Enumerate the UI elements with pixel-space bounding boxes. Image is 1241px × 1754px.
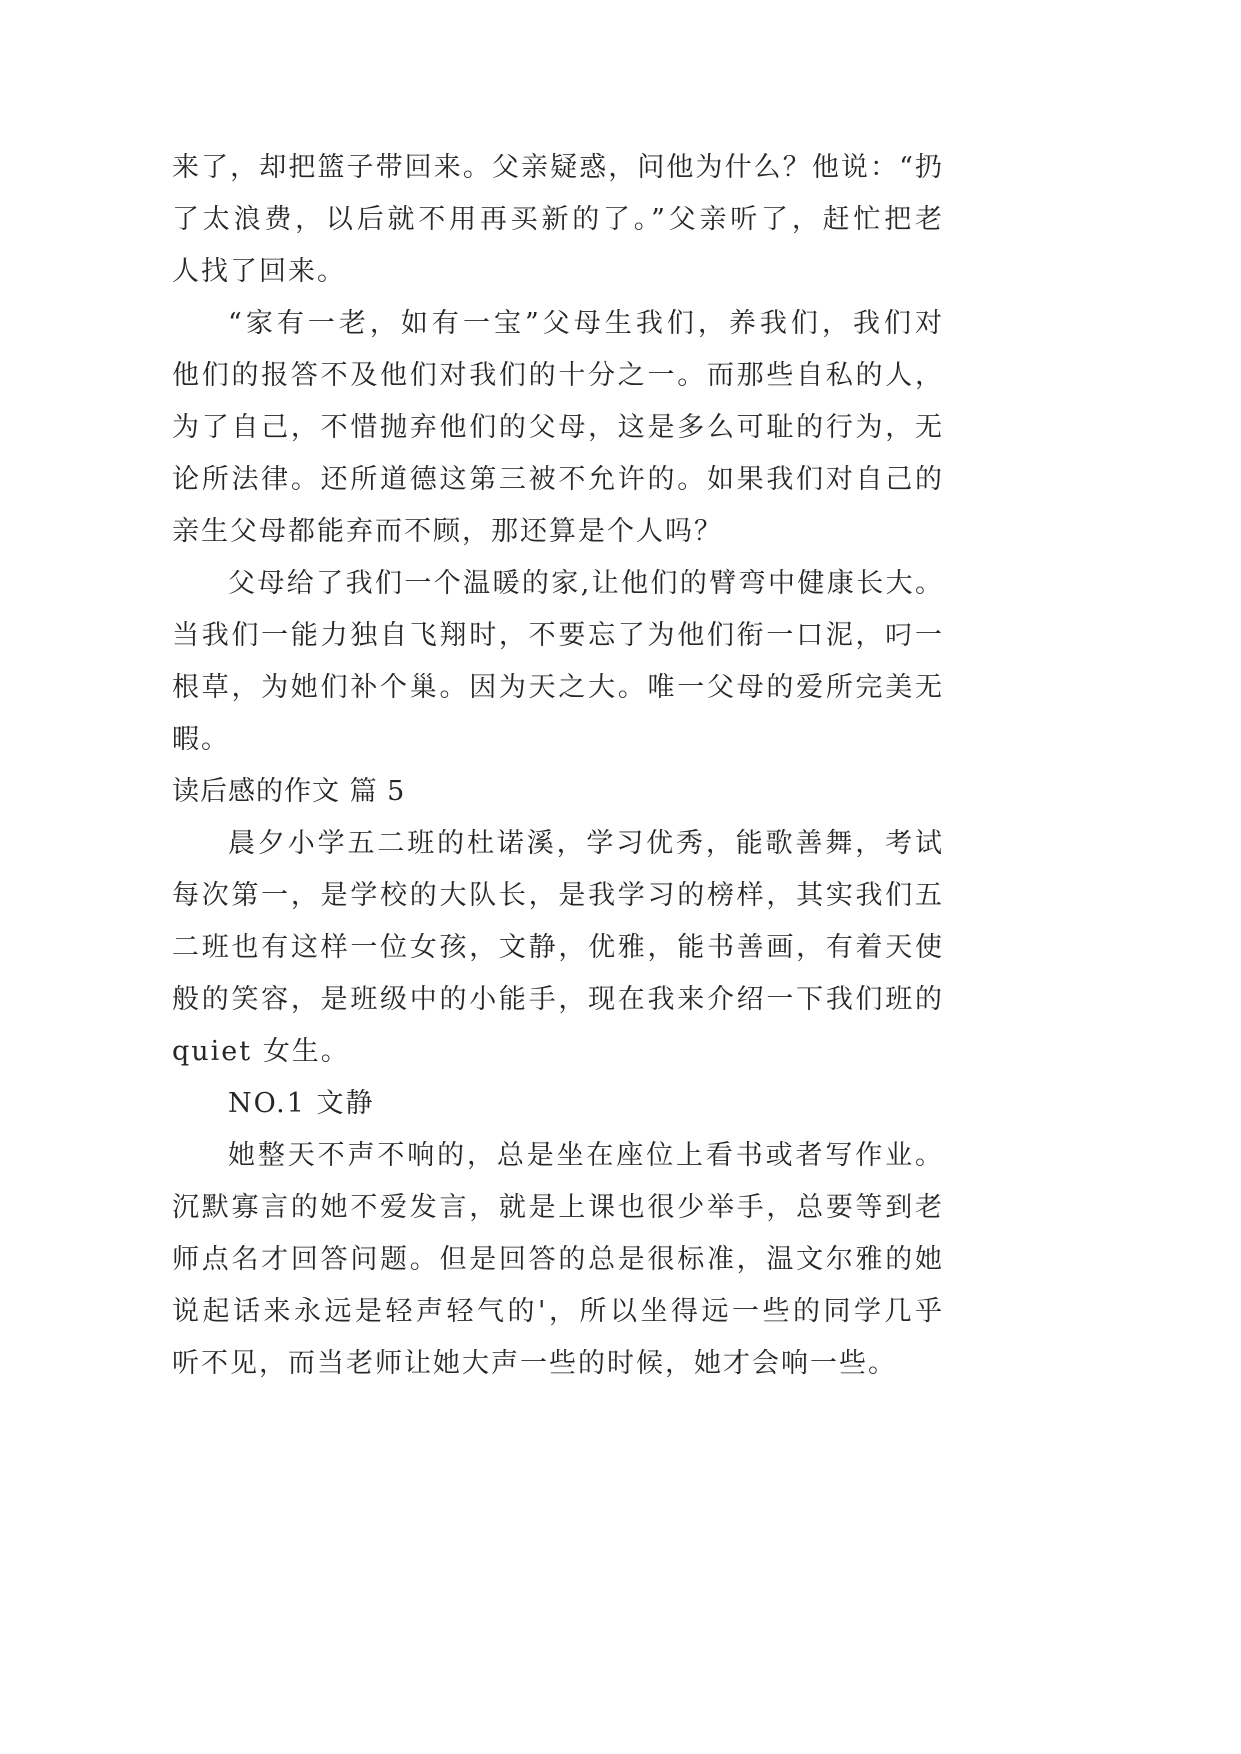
subheading: NO.1 文静 [228, 1088, 375, 1119]
paragraph-line: 晨夕小学五二班的杜诺溪，学习优秀，能歌善舞，考试 [228, 828, 942, 859]
paragraph-line: 二班也有这样一位女孩，文静，优雅，能书善画，有着天使 [172, 932, 942, 963]
paragraph-line: 沉默寡言的她不爱发言，就是上课也很少举手，总要等到老 [172, 1192, 942, 1223]
paragraph-line: 来了，却把篮子带回来。父亲疑惑，问他为什么？他说：“扔 [172, 152, 942, 183]
paragraph-line: “家有一老，如有一宝”父母生我们，养我们，我们对 [228, 308, 942, 339]
paragraph-line: 他们的报答不及他们对我们的十分之一。而那些自私的人， [172, 360, 942, 391]
paragraph-line: 暇。 [172, 724, 230, 755]
paragraph-line: 她整天不声不响的，总是坐在座位上看书或者写作业。 [228, 1140, 942, 1171]
document-page [172, 142, 942, 1390]
paragraph-line: 般的笑容，是班级中的小能手，现在我来介绍一下我们班的 [172, 984, 942, 1015]
paragraph-line: 每次第一，是学校的大队长，是我学习的榜样，其实我们五 [172, 880, 942, 911]
paragraph-line: 为了自己，不惜抛弃他们的父母，这是多么可耻的行为，无 [172, 412, 942, 443]
paragraph-line: 根草，为她们补个巢。因为天之大。唯一父母的爱所完美无 [172, 672, 942, 703]
section-heading: 读后感的作文 篇 5 [172, 776, 406, 807]
paragraph-line: 师点名才回答问题。但是回答的总是很标准，温文尔雅的她 [172, 1244, 942, 1275]
paragraph-line: 亲生父母都能弃而不顾，那还算是个人吗？ [172, 516, 723, 547]
paragraph-line: quiet 女生。 [172, 1036, 350, 1067]
paragraph-line: 当我们一能力独自飞翔时，不要忘了为他们衔一口泥，叼一 [172, 620, 942, 651]
paragraph-line: 论所法律。还所道德这第三被不允许的。如果我们对自己的 [172, 464, 942, 495]
paragraph-line: 人找了回来。 [172, 256, 346, 287]
paragraph-line: 听不见，而当老师让她大声一些的时候，她才会响一些。 [172, 1348, 897, 1379]
paragraph-line: 父母给了我们一个温暖的家,让他们的臂弯中健康长大。 [228, 568, 942, 599]
paragraph-line: 说起话来永远是轻声轻气的'，所以坐得远一些的同学几乎 [172, 1296, 942, 1327]
paragraph-line: 了太浪费，以后就不用再买新的了。”父亲听了，赶忙把老 [172, 204, 942, 235]
